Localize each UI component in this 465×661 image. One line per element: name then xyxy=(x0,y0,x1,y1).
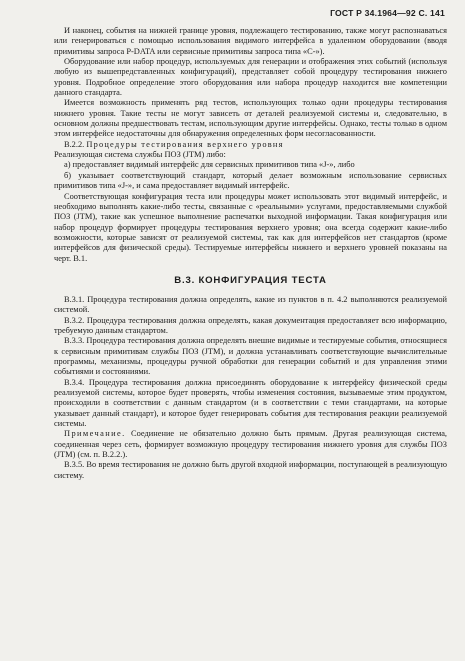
section-b22-intro: Реализующая система службы ПОЗ (JTM) либо: xyxy=(54,150,226,160)
note-text: Соединение не обязательно должно быть прямым. Другая реализующая система, соединенная через сеть, формирует возможную процедуру тестирования нижнего уровня для службы ПОЗ (JTM) (см. п. В.2.2.). xyxy=(54,429,448,460)
paragraph-upper-level-config: Соответствующая конфигурация теста или процедуры может использовать этот видимый интерфейс, и необходимо выполнять какие-либо тесты, связанные с «реальными» услугами, предоставляемыми службой ПОЗ (JTM), такие как успешное выполнение распечатки выходной информации. Такая конфигурация или набор процедур формирует процедуры тестирования верхнего уровня; она всегда содержит какие-либо возможности, которые зависят от реализуемой системы, так как для интерфейсов нет стандартов (кроме интерфейсов для физической среды). Тестируемые интерфейсы нижнего и верхнего уровней показаны на черт. В.1. xyxy=(54,191,447,263)
paragraph-lower-level-tests: Имеется возможность применять ряд тестов, использующих только одни процедуры тестирования нижнего уровня. Такие тесты не могут зависеть от деталей реализуемой системы и, следовательно, в основном должны предшествовать тестам, использующим другие интерфейсы. Однако, тесты только в одном этом интерфейсе недостаточны для обнаружения определенных форм несогласованности. xyxy=(54,98,447,139)
section-b22-title xyxy=(54,140,447,150)
note xyxy=(54,429,447,460)
paragraph-lower-boundary-events: И наконец, события на нижней границе уровня, подлежащего тестированию, также могут распознаваться или генерироваться с помощью использования видимого интерфейса в удаленном оборудовании (вводя примитивы запроса P-DATA или сервисные примитивы запроса типа «С-»). xyxy=(54,26,447,56)
clause-b35: В.3.5. Во время тестирования не должно быть другой входной информации, поступающей в реализующую систему. xyxy=(54,460,447,480)
paragraph-lower-level-procedure: Оборудование или набор процедур, используемых для генерации и отображения этих событий (используя любую из вышепредставленных конфигураций), представляет собой процедуру тестирования нижнего уровня. Подробное определение этого оборудования или набора процедур находится вне компетенции данного стандарта. xyxy=(54,57,447,98)
section-b22-item-b: б) указывает соответствующий стандарт, который делает возможным использование сервисных примитивов типа «J-», и сама предоставляет видимый интерфейс. xyxy=(54,170,447,191)
clause-b34: В.3.4. Процедура тестирования должна присоединять оборудование к интерфейсу физической среды реализуемой системы, которое будет проверять, чтобы изменения состояния, вызываемые этим продуктом, происходили в соответствии с данным стандартом (и в соответствии с теми стандартами, на которые указывает данный стандарт), и которое будет генерировать события для тестирования реакции реализуемой системы. xyxy=(54,377,447,429)
section-b3-heading: В.3. КОНФИГУРАЦИЯ ТЕСТА xyxy=(174,274,327,286)
section-b22-number: В.2.2. xyxy=(64,139,85,149)
clause-b31: В.3.1. Процедура тестирования должна определять, какие из пунктов в п. 4.2 выполняются реализуемой системой. xyxy=(54,294,447,315)
section-b22-item-a: а) предоставляет видимый интерфейс для сервисных примитивов типа «J-», либо xyxy=(64,160,355,170)
page-header: ГОСТ Р 34.1964—92 С. 141 xyxy=(330,8,445,18)
clause-b32: В.3.2. Процедура тестирования должна определять, какая документация предоставляет всю информацию, требуемую данным стандартом. xyxy=(54,315,447,335)
clause-b33: В.3.3. Процедура тестирования должна определять внешне видимые и тестируемые события, относящиеся к сервисным примитивам службы ПОЗ (JTM), и должна устанавливать соответствующие вычислительные программы, механизмы, процедуры ручной обработки для генерации событий и для управления этими событиями и состояниями. xyxy=(54,336,447,377)
section-b22-title-text: Процедуры тестирования верхнего уровня xyxy=(86,139,284,149)
note-label: Примечание. xyxy=(64,429,126,439)
